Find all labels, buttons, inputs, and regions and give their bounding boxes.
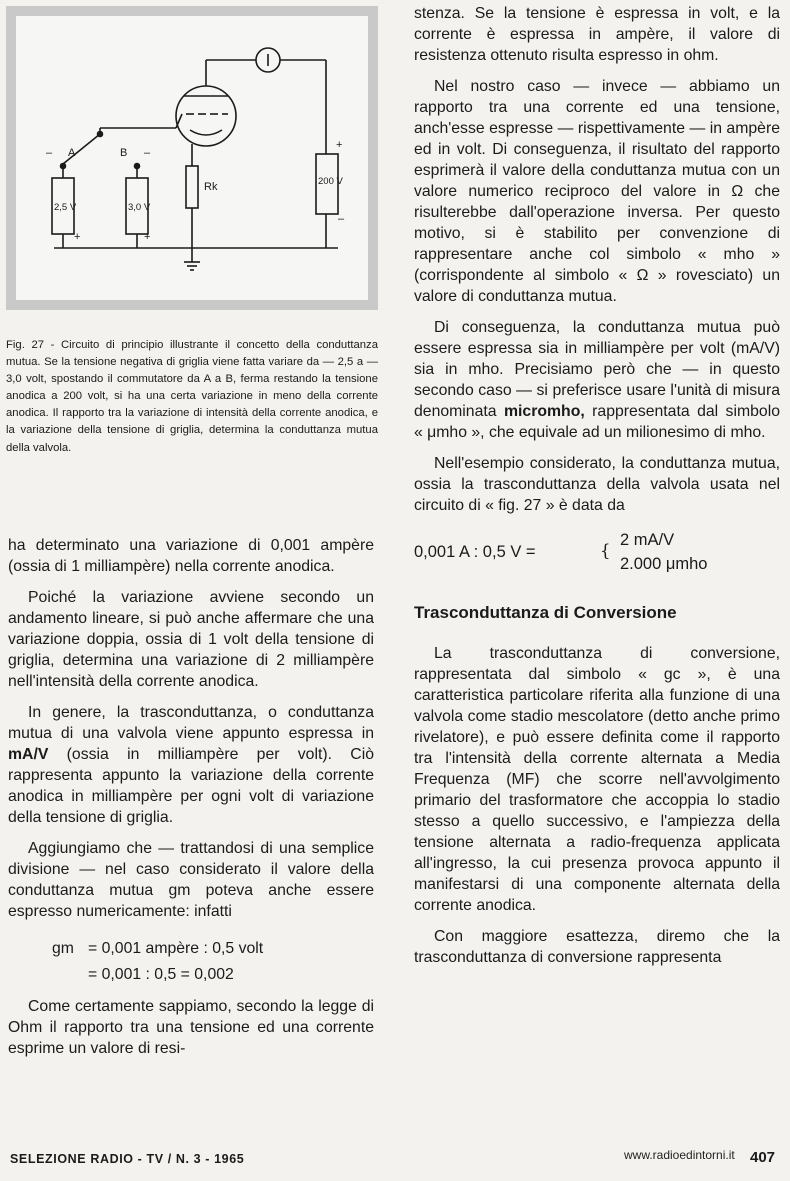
equation-bottom: 2.000 μmho (620, 555, 708, 573)
section-heading: Trasconduttanza di Conversione (414, 603, 677, 622)
text-span: (ossia in milliampère per volt). Ciò rappresenta appunto la variazione della corrente anodica in milliampère per ogni volt di variazione della tensione di griglia. (8, 746, 374, 826)
equation-lhs: 0,001 A : 0,5 V = (414, 543, 536, 561)
paragraph: Aggiungiamo che — trattandosi di una semplice divisione — nel caso considerato il valore della conduttanza mutua gm poteva anche essere espresso numericamente: infatti (8, 840, 374, 920)
paragraph (414, 317, 780, 443)
paragraph: Poiché la variazione avviene secondo un andamento lineare, si può anche affermare che una variazione doppia, ossia di 1 volt della tensione di griglia, determina una variazione di 2 milliampère nell'intensità della corrente anodica. (8, 589, 374, 690)
formula-conductance (414, 528, 780, 580)
battery-b-value: 3,0 V (128, 202, 151, 213)
battery-a-value: 2,5 V (54, 202, 77, 213)
right-column (414, 3, 780, 968)
text-span: In genere, la trasconduttanza, o conduttanza mutua di una valvola viene appunto espressa in (8, 704, 374, 742)
meter-a-label: A (68, 147, 76, 159)
page-number: 407 (750, 1149, 776, 1166)
plus-b: + (144, 231, 151, 243)
anode-battery-value: 200 V (318, 176, 343, 187)
circuit-schematic (16, 16, 368, 300)
paragraph: Nell'esempio considerato, la conduttanza mutua, ossia la trasconduttanza della valvola usata nel circuito di « fig. 27 » è data da (414, 455, 780, 514)
left-column (8, 535, 374, 1059)
brace-symbol: { (600, 541, 611, 560)
figure-caption: Fig. 27 - Circuito di principio illustrante il concetto della conduttanza mutua. Se la tensione negativa di griglia viene fatta variare da — 2,5 a — 3,0 volt, spostando il commutatore da A a B, ferma restando la tensione anodica a 200 volt, si ha una certa variazione in meno della corrente anodica. Il rapporto tra la variazione di intensità della corrente anodica, e la variazione della tensione di griglia, determina la conduttanza mutua della valvola. (6, 339, 378, 454)
plus-a: + (74, 231, 81, 243)
paragraph: stenza. Se la tensione è espressa in volt, e la corrente è espressa in ampère, il valore di resistenza ottenuto risulta espresso in ohm. (414, 5, 780, 64)
equation-top: 2 mA/V (620, 531, 675, 549)
resistor-label: Rk (204, 181, 218, 193)
paragraph: ha determinato una variazione di 0,001 ampère (ossia di 1 milliampère) nella corrente anodica. (8, 537, 374, 575)
paragraph: La trasconduttanza di conversione, rappresentata dal simbolo « gc », è una caratteristica particolare riferita alla funzione di una valvola come stadio mescolatore (detto anche primo rivelatore), e può essere definita come il rapporto tra l'intensità della corrente alternata a Media Frequenza (MF) che scorre nell'avvolgimento primario del trasformatore che accoppia lo stadio stesso a quello successivo, e l'ampiezza della tensione alternata a radio-frequenza applicata all'ingresso, la cui presenza provoca appunto il manifestarsi di una componente alternata della corrente anodica. (414, 645, 780, 914)
figure-frame (6, 6, 378, 310)
bold-unit: mA/V (8, 746, 49, 763)
bold-term: micromho, (503, 403, 585, 420)
paragraph: Come certamente sappiamo, secondo la legge di Ohm il rapporto tra una tensione ed una corrente esprime un valore di resi- (8, 998, 374, 1057)
minus-b: – (144, 147, 151, 159)
plus-anode: + (336, 139, 343, 151)
paragraph: Con maggiore esattezza, diremo che la trasconduttanza di conversione rappresenta (414, 928, 780, 966)
circuit-diagram (16, 16, 368, 300)
formula-gm (8, 932, 374, 990)
plus-minus-a: – (46, 147, 53, 159)
paragraph: Nel nostro caso — invece — abbiamo un rapporto tra una corrente ed una tensione, anch'esse espresse — rispettivamente — in ampère ed in volt. Di conseguenza, il risultato del rapporto esprimerà il valore della conduttanza mutua con un valore numerico reciproco del valore in Ω che risulterebbe dall'operazione inversa. Per questo motivo, si è stabilito per convenzione di rappresentare anche col simbolo « mho » (corrispondente al simbolo « Ω » rovesciato) un valore di conduttanza mutua. (414, 78, 780, 305)
formula-line-2: = 0,001 : 0,5 = 0,002 (88, 966, 234, 983)
text-span: Di conseguenza, la conduttanza mutua può essere espressa sia in milliampère per volt (mA/V) sia in mho. Precisiamo però che — in questo secondo caso — si preferisce usare l'unità di misura denominata (414, 319, 780, 420)
formula-lhs: gm (52, 940, 74, 957)
meter-b-label: B (120, 147, 128, 159)
paragraph (8, 702, 374, 828)
minus-anode: – (338, 213, 345, 225)
website-watermark: www.radioedintorni.it (624, 1148, 735, 1162)
formula-line-1: = 0,001 ampère : 0,5 volt (88, 940, 264, 957)
text-span: rappresentata dal simbolo « μmho », che equivale ad un milionesimo di mho. (414, 403, 780, 441)
magazine-footer: SELEZIONE RADIO - TV / N. 3 - 1965 (10, 1152, 245, 1166)
